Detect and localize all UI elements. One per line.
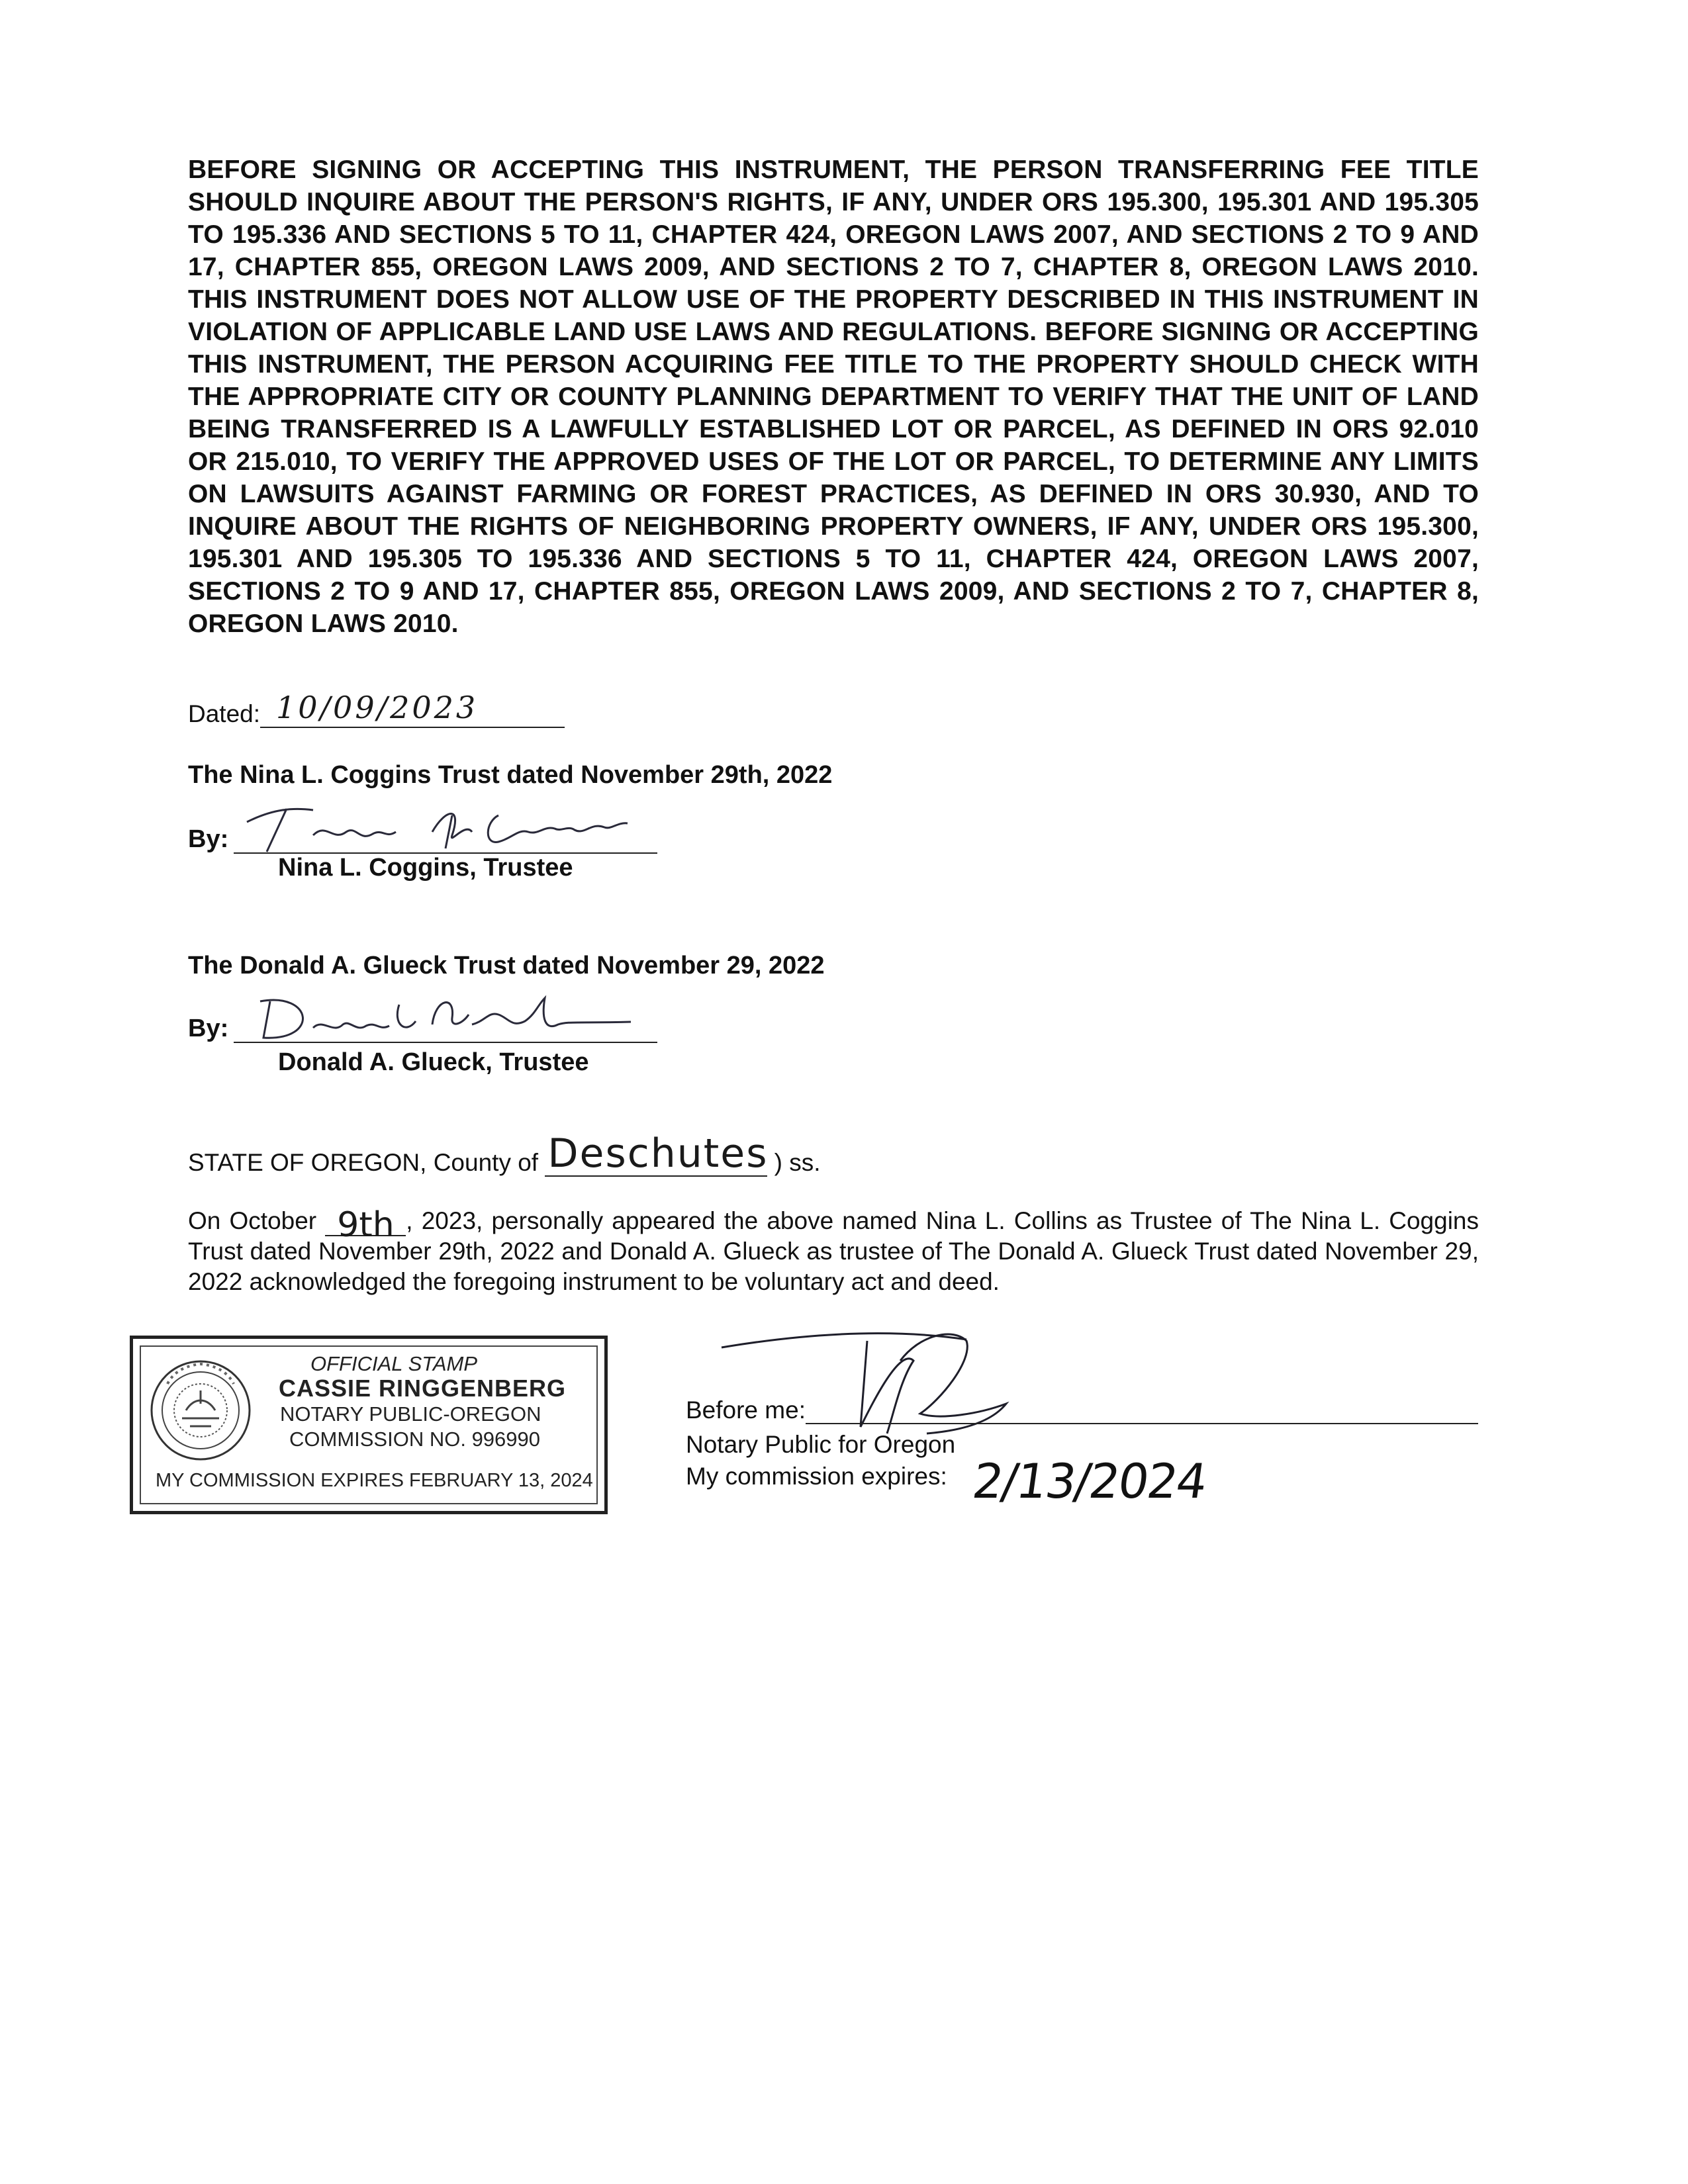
dated-value: 10/09/2023	[276, 690, 479, 725]
trust1-signer: Nina L. Coggins, Trustee	[278, 854, 573, 882]
notary-public-for: Notary Public for Oregon	[686, 1431, 956, 1458]
stamp-role: NOTARY PUBLIC-OREGON	[280, 1402, 541, 1426]
stamp-expires: MY COMMISSION EXPIRES FEBRUARY 13, 2024	[156, 1470, 593, 1491]
before-me-line	[686, 1396, 1478, 1424]
stamp-title: OFFICIAL STAMP	[310, 1352, 478, 1375]
commission-expires-label: My commission expires:	[686, 1463, 947, 1490]
disclaimer-paragraph: BEFORE SIGNING OR ACCEPTING THIS INSTRUMENT, THE PERSON TRANSFERRING FEE TITLE SHOULD INQUIRE ABOUT THE PERSON'S RIGHTS, IF ANY, UNDER ORS 195.300, 195.301 AND 195.305 TO 195.336 AND SECTIONS 5 TO 11, CHAPTER 424, OREGON LAWS 2007, AND SECTIONS 2 TO 9 AND 17, CHAPTER 855, OREGON LAWS 2009, AND SECTIONS 2 TO 7, CHAPTER 8, OREGON LAWS 2010. THIS INSTRUMENT DOES NOT ALLOW USE OF THE PROPERTY DESCRIBED IN THIS INSTRUMENT IN VIOLATION OF APPLICABLE LAND USE LAWS AND REGULATIONS. BEFORE SIGNING OR ACCEPTING THIS INSTRUMENT, THE PERSON ACQUIRING FEE TITLE TO THE PROPERTY SHOULD CHECK WITH THE APPROPRIATE CITY OR COUNTY PLANNING DEPARTMENT TO VERIFY THAT THE UNIT OF LAND BEING TRANSFERRED IS A LAWFULLY ESTABLISHED LOT OR PARCEL, AS DEFINED IN ORS 92.010 OR 215.010, TO VERIFY THE APPROVED USES OF THE LOT OR PARCEL, TO DETERMINE ANY LIMITS ON LAWSUITS AGAINST FARMING OR FOREST PRACTICES, AS DEFINED IN ORS 30.930, AND TO INQUIRE ABOUT THE RIGHTS OF NEIGHBORING PROPERTY OWNERS, IF ANY, UNDER ORS 195.300, 195.301 AND 195.305 TO 195.336 AND SECTIONS 5 TO 11, CHAPTER 424, OREGON LAWS 2007, SECTIONS 2 TO 9 AND 17, CHAPTER 855, OREGON LAWS 2009, AND SECTIONS 2 TO 7, CHAPTER 8, OREGON LAWS 2010.	[188, 156, 1479, 638]
trust1-signature-field	[234, 819, 657, 854]
trust2-signer: Donald A. Glueck, Trustee	[278, 1048, 589, 1076]
dated-label: Dated:	[188, 700, 261, 727]
state-seal-icon	[148, 1357, 254, 1463]
trust1-by-line	[188, 819, 657, 854]
trust2-signature	[234, 985, 657, 1044]
acknowledgment-paragraph	[188, 1206, 1479, 1297]
trust1-name: The Nina L. Coggins Trust dated November 29th, 2022	[188, 761, 833, 789]
dated-field	[260, 690, 565, 728]
trust2-by-label: By:	[188, 1015, 229, 1042]
trust1-signature	[234, 796, 657, 855]
commission-expires-value: 2/13/2024	[969, 1453, 1210, 1509]
dated-line	[188, 690, 565, 728]
stamp-commission: COMMISSION NO. 996990	[289, 1428, 541, 1451]
trust2-signature-field	[234, 1009, 657, 1043]
state-suffix: ) ss.	[774, 1149, 821, 1176]
county-value: Deschutes	[547, 1130, 769, 1177]
trust2-by-line	[188, 1009, 657, 1043]
state-prefix: STATE OF OREGON, County of	[188, 1149, 539, 1176]
before-me-field	[806, 1399, 1478, 1424]
ack-text: , 2023, personally appeared the above named Nina L. Collins as Trustee of The Nina L. Coggins Trust dated November 29th, 2022 and Donald A. Glueck as trustee of The Donald A. Glueck Trust dated November 29, 2022 acknowledged the foregoing instrument to be voluntary act and deed.	[188, 1207, 1479, 1295]
trust1-by-label: By:	[188, 825, 229, 853]
county-field	[545, 1130, 769, 1177]
ack-day-field	[325, 1205, 406, 1245]
trust2-name: The Donald A. Glueck Trust dated November 29, 2022	[188, 952, 825, 979]
ack-prefix: On October	[188, 1207, 317, 1234]
before-me-label: Before me:	[686, 1396, 806, 1424]
notary-stamp	[130, 1336, 608, 1514]
stamp-name: CASSIE RINGGENBERG	[279, 1375, 567, 1402]
state-line	[188, 1130, 821, 1177]
ack-day: 9th	[337, 1205, 395, 1245]
